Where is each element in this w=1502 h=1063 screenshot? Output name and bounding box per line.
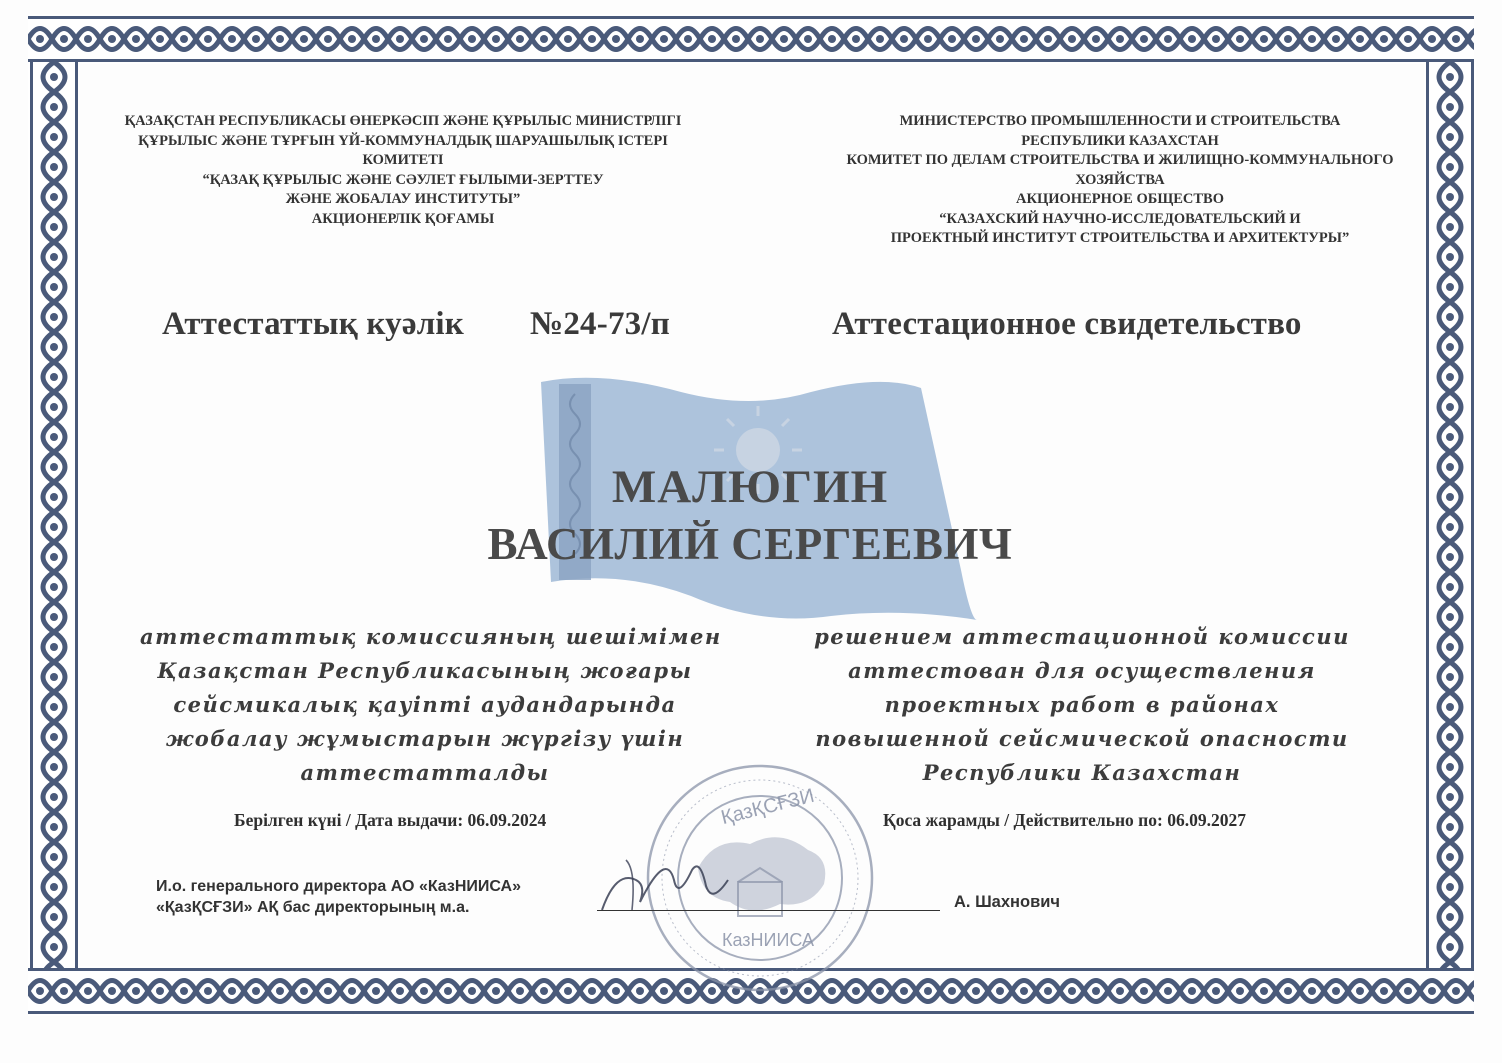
header-line: РЕСПУБЛИКИ КАЗАХСТАН	[1021, 132, 1219, 149]
holder-surname: МАЛЮГИН	[611, 461, 889, 513]
issuer-header-russian	[830, 112, 1410, 249]
title-kazakh: Аттестаттық куәлік	[162, 306, 465, 342]
signatory-role	[156, 876, 521, 918]
holder-given-names: ВАСИЛИЙ СЕРГЕЕВИЧ	[487, 519, 1013, 569]
body-line: сейсмикалық қауіпті аудандарында	[173, 692, 677, 717]
header-line: АКЦИОНЕРЛІК ҚОҒАМЫ	[311, 210, 495, 227]
body-line: аттестован для осуществления	[848, 658, 1316, 683]
header-line: ҚҰРЫЛЫС ЖӘНЕ ТҰРҒЫН ҮЙ-КОММУНАЛДЫҚ ШАРУАШЫЛЫҚ ІСТЕРІ	[138, 132, 668, 149]
header-line: ПРОЕКТНЫЙ ИНСТИТУТ СТРОИТЕЛЬСТВА И АРХИТЕКТУРЫ”	[890, 230, 1350, 246]
header-line: КОМИТЕТ ПО ДЕЛАМ СТРОИТЕЛЬСТВА И ЖИЛИЩНО-КОММУНАЛЬНОГО	[846, 152, 1394, 168]
body-line: жобалау жұмыстарын жүргізу үшін	[165, 726, 685, 751]
certificate-number: №24-73/п	[530, 306, 670, 342]
header-line: “ҚАЗАҚ ҚҰРЫЛЫС ЖӘНЕ СӘУЛЕТ ҒЫЛЫМИ-ЗЕРТТЕУ	[202, 171, 604, 188]
signatory-role-line: И.о. генерального директора АО «КазНИИСА»	[156, 878, 522, 895]
header-line: ЖӘНЕ ЖОБАЛАУ ИНСТИТУТЫ”	[285, 191, 521, 207]
issue-date: Берілген күні / Дата выдачи: 06.09.2024	[234, 810, 547, 830]
body-line: повышенной сейсмической опасности	[815, 726, 1349, 751]
body-line: аттестаттық комиссияның шешімімен	[140, 624, 722, 649]
ornament-border-left	[28, 62, 80, 968]
body-line: Қазақстан Республикасының жоғары	[157, 658, 693, 683]
header-line: КОМИТЕТІ	[362, 152, 444, 168]
seal-bottom-text: КазНИИСА	[722, 930, 815, 950]
header-line: ХОЗЯЙСТВА	[1075, 171, 1165, 188]
ornament-border-top	[28, 14, 1474, 64]
body-line: решением аттестационной комиссии	[814, 624, 1350, 649]
signatory-name: А. Шахнович	[954, 893, 1060, 911]
attestation-text-russian	[812, 620, 1352, 790]
seal-top-text: ҚазҚСҒЗИ	[718, 784, 817, 830]
body-line: Республики Казахстан	[922, 760, 1242, 785]
title-russian: Аттестационное свидетельство	[832, 306, 1302, 342]
header-line: МИНИСТЕРСТВО ПРОМЫШЛЕННОСТИ И СТРОИТЕЛЬСТВА	[899, 113, 1341, 129]
header-line: ҚАЗАҚСТАН РЕСПУБЛИКАСЫ ӨНЕРКӘСІП ЖӘНЕ ҚҰРЫЛЫС МИНИСТРЛІГІ	[124, 113, 682, 129]
header-line: “КАЗАХСКИЙ НАУЧНО-ИССЛЕДОВАТЕЛЬСКИЙ И	[939, 210, 1301, 227]
attestation-text-kazakh	[140, 620, 722, 790]
header-line: АКЦИОНЕРНОЕ ОБЩЕСТВО	[1015, 191, 1225, 207]
valid-until-date: Қоса жарамды / Действительно по: 06.09.2027	[883, 810, 1246, 830]
handwritten-signature	[596, 840, 736, 920]
ornament-border-right	[1424, 62, 1476, 968]
issuer-header-kazakh	[108, 112, 698, 229]
signature-line	[597, 910, 940, 911]
body-line: проектных работ в районах	[884, 692, 1280, 717]
signatory-role-line: «ҚазҚСҒЗИ» АҚ бас директорының м.а.	[156, 899, 470, 916]
body-line: аттестатталды	[300, 760, 550, 785]
